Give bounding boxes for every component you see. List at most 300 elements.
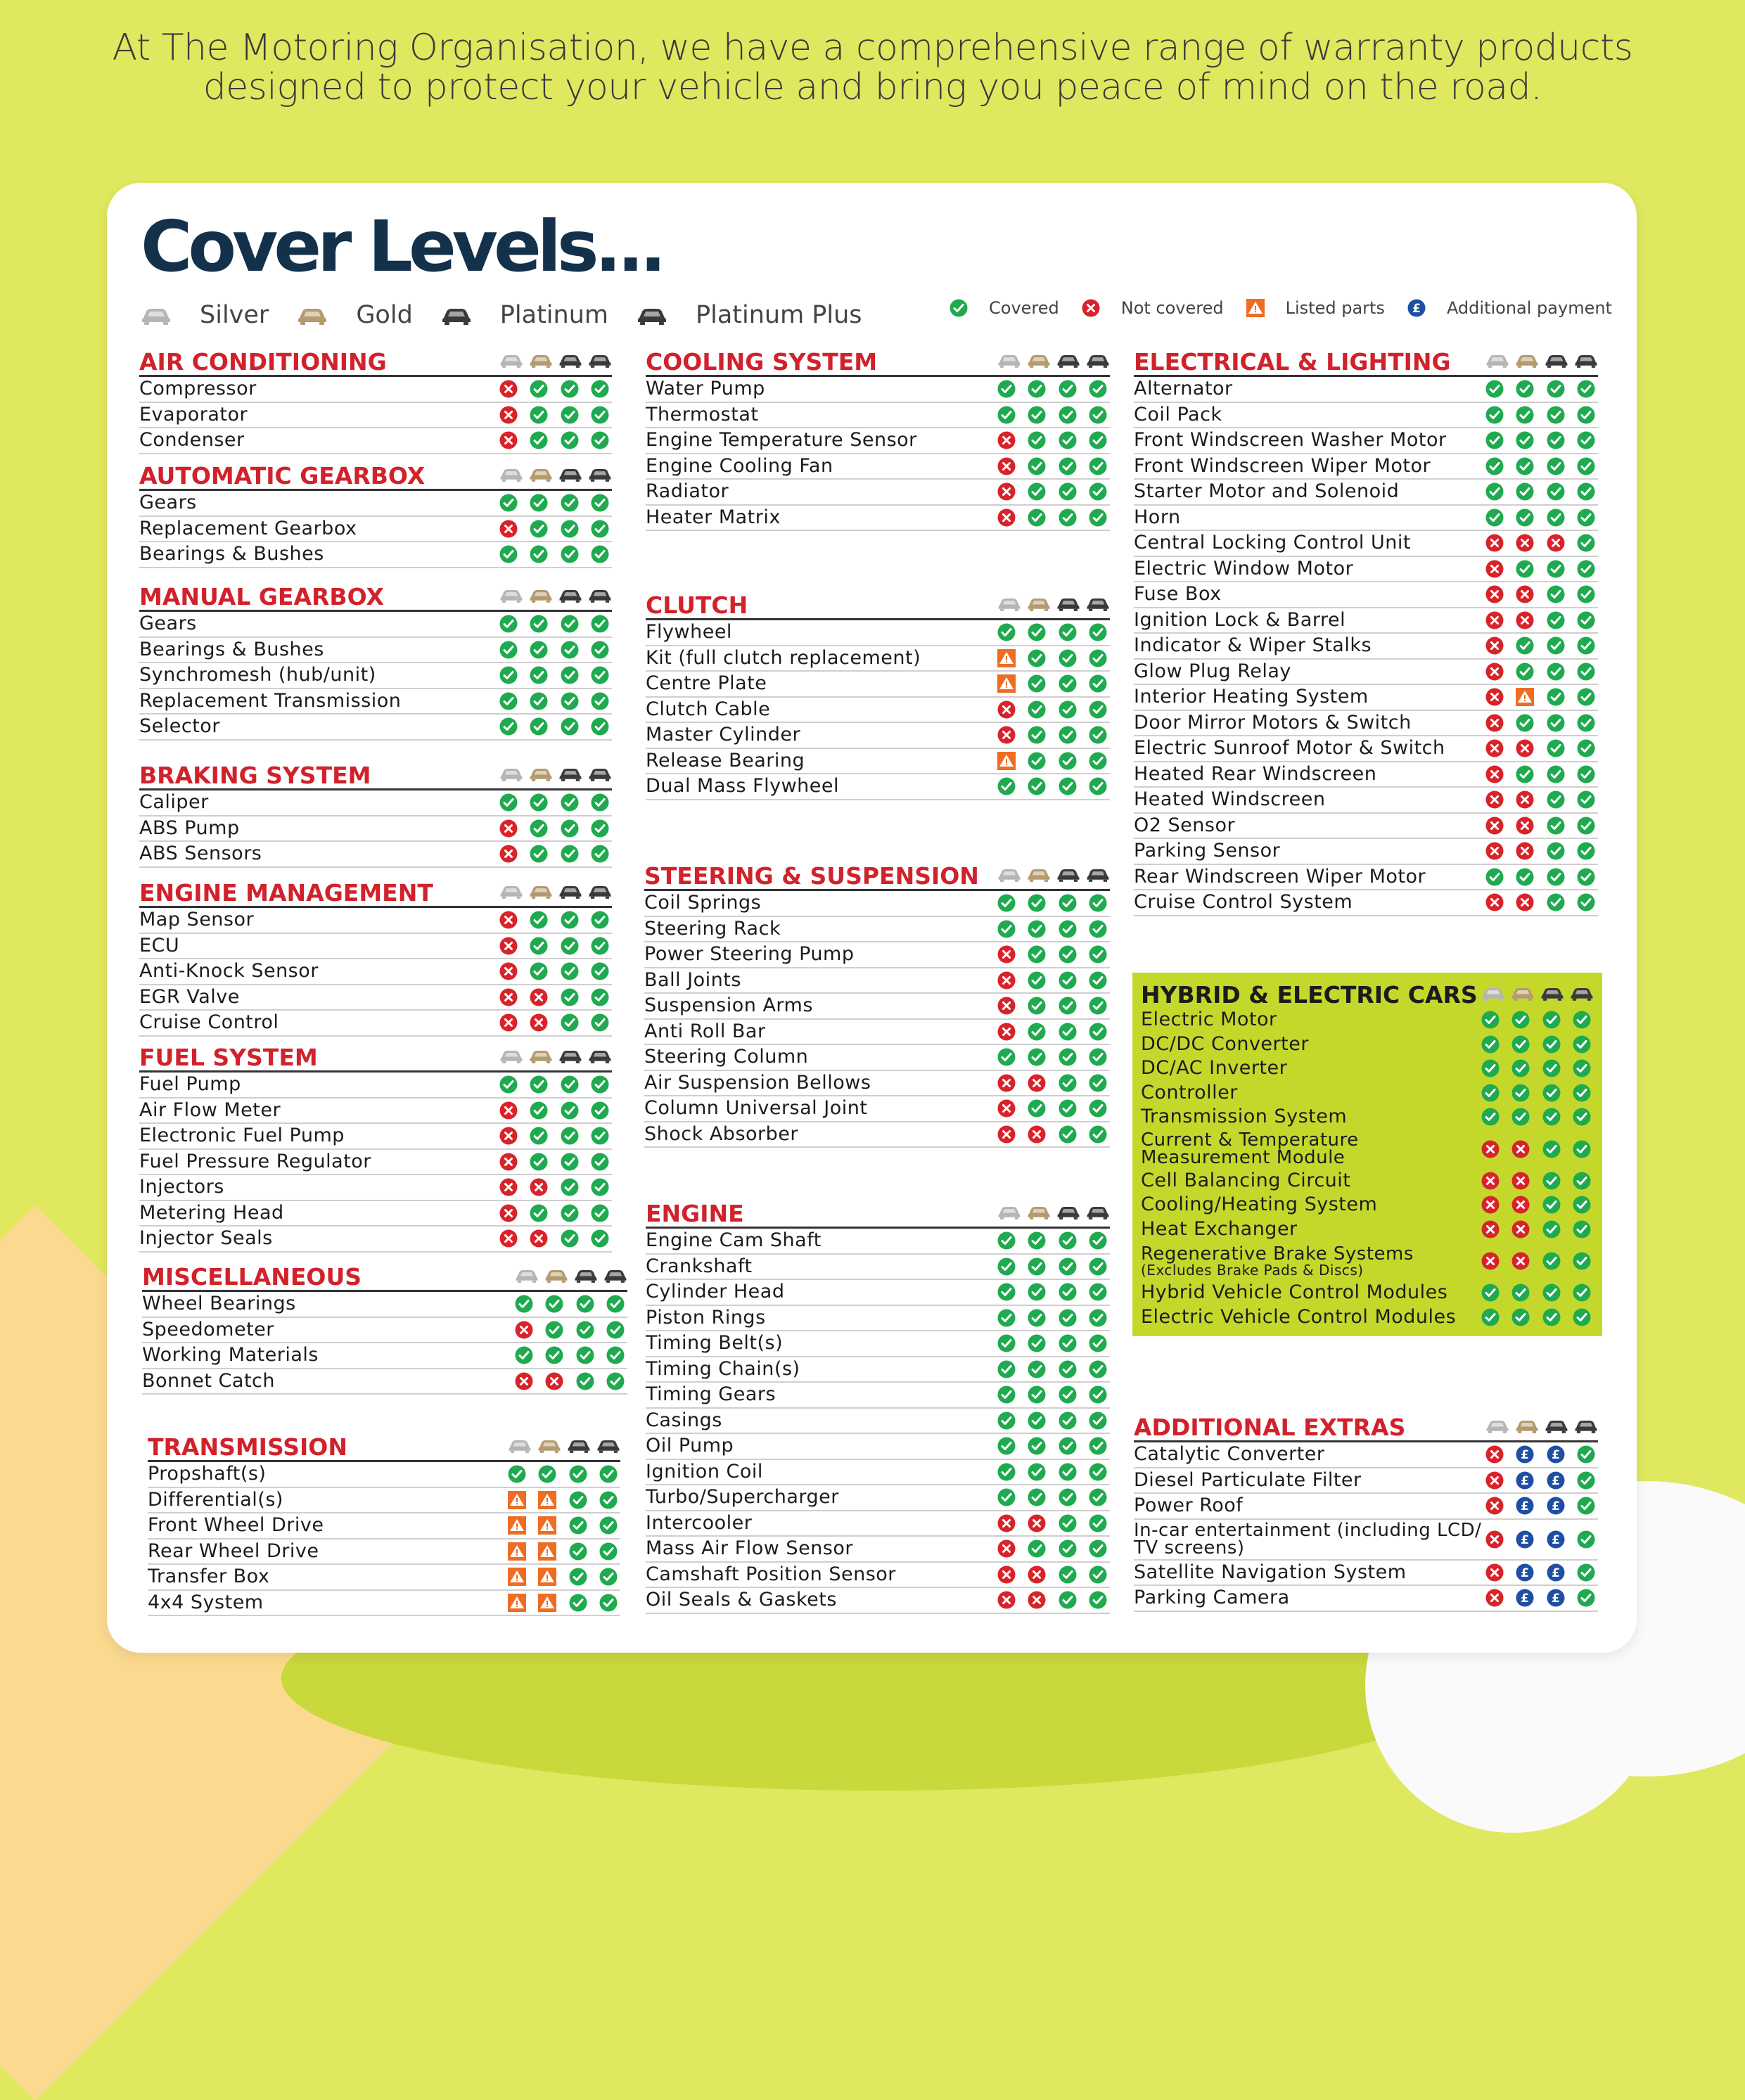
part-label (139, 1074, 499, 1095)
part-label (1134, 815, 1485, 836)
covered-icon (1547, 893, 1565, 911)
covered-icon (1547, 662, 1565, 681)
car-icon (1086, 596, 1110, 614)
part-name: EGR Valve (139, 985, 240, 1008)
coverage-icons (1485, 817, 1598, 835)
part-label (1141, 1194, 1481, 1215)
part-label (142, 1319, 515, 1340)
not-covered-icon (1485, 842, 1504, 860)
not-covered-icon (1485, 714, 1504, 732)
covered-icon (1089, 920, 1107, 938)
listed-parts-icon (997, 649, 1016, 667)
tier-car-icons (997, 866, 1110, 885)
covered-icon (997, 1488, 1016, 1506)
not-covered-icon (499, 406, 518, 424)
coverage-row (139, 715, 612, 741)
covered-icon (1089, 1048, 1107, 1066)
section-engine (646, 1200, 1110, 1614)
part-name: Intercooler (646, 1511, 753, 1534)
part-name: Heater Matrix (646, 506, 781, 528)
covered-icon (591, 717, 609, 736)
coverage-row (646, 1255, 1110, 1281)
coverage-icons (1485, 534, 1598, 552)
not-covered-icon (530, 1229, 548, 1248)
part-name: Fuse Box (1134, 583, 1222, 606)
coverage-icons (499, 717, 612, 736)
coverage-icons (515, 1295, 627, 1313)
part-label (646, 776, 997, 797)
car-icon (1027, 352, 1051, 371)
covered-icon (1577, 842, 1595, 860)
covered-icon (1516, 406, 1534, 424)
covered-icon (1577, 482, 1595, 501)
covered-icon (561, 1075, 579, 1094)
covered-icon (530, 494, 548, 512)
not-covered-icon (1485, 662, 1504, 681)
coverage-row (644, 1122, 1110, 1148)
part-label (646, 1513, 997, 1534)
svg-text:£: £ (1551, 1592, 1560, 1606)
part-label (1134, 1562, 1485, 1583)
coverage-row (646, 1409, 1110, 1435)
covered-icon (1028, 777, 1046, 795)
covered-icon (1481, 1283, 1500, 1302)
covered-icon (538, 1465, 556, 1483)
listed-parts-icon (538, 1568, 556, 1586)
part-label (139, 1151, 499, 1172)
not-covered-icon (1516, 790, 1534, 809)
part-name: Air Suspension Bellows (644, 1071, 871, 1094)
coverage-icons (1485, 457, 1598, 475)
section-braking-system (139, 762, 612, 868)
part-name: Mass Air Flow Sensor (646, 1537, 853, 1560)
section-manual-gearbox (139, 583, 612, 741)
coverage-icons (997, 1514, 1110, 1532)
covered-icon (1028, 508, 1046, 527)
coverage-icons (1485, 636, 1598, 655)
part-label (139, 909, 499, 930)
covered-icon (1028, 1023, 1046, 1041)
part-name: Piston Rings (646, 1306, 766, 1328)
coverage-icons (515, 1321, 627, 1339)
covered-icon (1059, 1283, 1077, 1301)
covered-icon (997, 1437, 1016, 1455)
part-label (142, 1371, 515, 1392)
part-name: Caliper (139, 791, 209, 814)
coverage-icons (499, 845, 612, 863)
part-name: In-car entertainment (including LCD/ TV screens) (1134, 1519, 1482, 1558)
not-covered-icon (499, 911, 518, 929)
coverage-row (1134, 582, 1598, 608)
covered-icon (499, 692, 518, 710)
coverage-row (646, 1357, 1110, 1383)
part-label (644, 1073, 997, 1094)
tier-car-icons (997, 352, 1110, 371)
coverage-row (1134, 1586, 1598, 1612)
part-name: Heated Windscreen (1134, 788, 1326, 811)
covered-icon (515, 1295, 533, 1313)
part-name: Diesel Particulate Filter (1134, 1468, 1362, 1491)
covered-icon (1059, 1125, 1077, 1144)
coverage-icons (1485, 482, 1598, 501)
tier-silver (141, 301, 269, 329)
car-icon (1511, 985, 1535, 1004)
coverage-row (139, 1175, 612, 1201)
coverage-icons (1485, 431, 1598, 449)
covered-icon (1577, 585, 1595, 603)
coverage-icons (997, 1411, 1110, 1430)
covered-icon (599, 1491, 618, 1509)
covered-icon (591, 692, 609, 710)
covered-icon (997, 1283, 1016, 1301)
part-name: Front Windscreen Wiper Motor (1134, 454, 1431, 477)
part-name: Cruise Control (139, 1011, 279, 1034)
coverage-row (646, 1434, 1110, 1460)
coverage-icons (499, 793, 612, 812)
part-name: Flywheel (646, 621, 732, 644)
car-icon (596, 1438, 620, 1456)
coverage-row (646, 1229, 1110, 1255)
covered-icon (1059, 726, 1077, 744)
coverage-row (646, 749, 1110, 775)
part-label (1141, 1307, 1481, 1328)
not-covered-icon (1028, 1566, 1046, 1584)
coverage-icons (997, 649, 1110, 667)
part-label (1134, 738, 1485, 759)
section-hybrid-electric (1132, 973, 1602, 1336)
car-icon (997, 596, 1021, 614)
coverage-row (1134, 531, 1598, 557)
not-covered-icon (997, 726, 1016, 744)
part-name: Catalytic Converter (1134, 1443, 1325, 1466)
covered-icon (530, 406, 548, 424)
not-covered-icon (997, 700, 1016, 719)
coverage-row (139, 1201, 612, 1227)
car-icon (1086, 1204, 1110, 1222)
coverage-row (644, 1045, 1110, 1071)
covered-icon (1059, 1334, 1077, 1352)
coverage-icons (997, 1125, 1110, 1144)
coverage-icons (499, 937, 612, 955)
coverage-icons (499, 962, 612, 980)
covered-icon (591, 1204, 609, 1222)
part-label (646, 1410, 997, 1431)
covered-icon (1511, 1084, 1530, 1102)
part-label (646, 622, 997, 643)
covered-icon (561, 494, 579, 512)
coverage-icons (997, 1437, 1110, 1455)
section-title: ADDITIONAL EXTRAS (1134, 1413, 1406, 1441)
coverage-row (139, 612, 612, 638)
not-covered-icon (1485, 1563, 1504, 1582)
car-icon (1545, 1418, 1568, 1436)
coverage-row (142, 1292, 627, 1318)
not-covered-icon (1516, 611, 1534, 629)
covered-icon (530, 937, 548, 955)
covered-icon (1577, 457, 1595, 475)
tier-label: Platinum (499, 301, 608, 329)
additional-payment-icon (1547, 1589, 1565, 1607)
covered-icon (1577, 662, 1595, 681)
legend (950, 294, 1635, 322)
coverage-icons (997, 380, 1110, 398)
covered-icon (1511, 1011, 1530, 1029)
covered-icon (1059, 1231, 1077, 1250)
not-covered-icon (1485, 817, 1504, 835)
coverage-icons (499, 1204, 612, 1222)
coverage-icons (997, 1591, 1110, 1609)
coverage-icons (1481, 1011, 1594, 1029)
not-covered-icon (1485, 739, 1504, 757)
covered-icon (599, 1568, 618, 1586)
part-name: Hybrid Vehicle Control Modules (1141, 1281, 1448, 1304)
covered-icon (1059, 1437, 1077, 1455)
part-label (139, 492, 499, 513)
part-name: Compressor (139, 378, 257, 400)
not-covered-icon (499, 1013, 518, 1032)
legend-item (1407, 298, 1612, 318)
covered-icon (1573, 1252, 1591, 1270)
covered-icon (1516, 431, 1534, 449)
part-label (644, 1046, 997, 1068)
covered-icon (1547, 842, 1565, 860)
section-air-conditioning (139, 348, 612, 454)
covered-icon (1059, 1099, 1077, 1118)
not-covered-icon (499, 962, 518, 980)
coverage-icons (1481, 1196, 1594, 1214)
coverage-icons (997, 1283, 1110, 1301)
not-covered-icon (499, 431, 518, 449)
car-icon (529, 1048, 553, 1066)
not-covered-icon (997, 945, 1016, 963)
car-icon (997, 352, 1021, 371)
coverage-icons (1485, 585, 1598, 603)
svg-text:£: £ (1521, 1566, 1530, 1580)
part-label (139, 639, 499, 660)
car-icon (574, 1267, 598, 1286)
covered-icon (1028, 431, 1046, 449)
legend-item (1246, 298, 1385, 318)
covered-icon (1028, 945, 1046, 963)
car-icon (544, 1267, 568, 1286)
covered-icon (1481, 1059, 1500, 1077)
part-label (644, 1021, 997, 1042)
covered-icon (1577, 1497, 1595, 1515)
coverage-row (646, 1383, 1110, 1409)
coverage-icons (997, 623, 1110, 641)
car-icon (1027, 1204, 1051, 1222)
covered-icon (530, 845, 548, 863)
coverage-row (1134, 428, 1598, 454)
part-name: Regenerative Brake Systems (1141, 1243, 1414, 1265)
coverage-icons (997, 1231, 1110, 1250)
covered-icon (1028, 482, 1046, 501)
part-name: Map Sensor (139, 909, 255, 931)
car-icon (529, 883, 553, 902)
covered-icon (591, 615, 609, 633)
part-label (1134, 430, 1485, 451)
part-name: 4x4 System (148, 1591, 264, 1613)
coverage-row (1141, 1281, 1594, 1305)
part-name: Propshaft(s) (148, 1463, 267, 1485)
not-covered-icon (997, 1074, 1016, 1092)
covered-icon (1577, 765, 1595, 783)
covered-icon (1028, 1488, 1046, 1506)
covered-icon (561, 819, 579, 838)
covered-icon (1089, 482, 1107, 501)
covered-icon (569, 1594, 587, 1612)
section-header (644, 862, 1110, 891)
covered-icon (1059, 623, 1077, 641)
covered-icon (576, 1372, 594, 1390)
covered-icon (1059, 1411, 1077, 1430)
covered-icon (1542, 1059, 1561, 1077)
section-title: MANUAL GEARBOX (139, 582, 384, 610)
covered-icon (1089, 508, 1107, 527)
not-covered-icon (997, 1539, 1016, 1558)
car-icon (558, 466, 582, 485)
not-covered-icon (1028, 1074, 1046, 1092)
car-icon (1515, 352, 1539, 371)
svg-text:£: £ (1521, 1448, 1530, 1463)
covered-icon (1028, 649, 1046, 667)
part-label (142, 1345, 515, 1366)
part-label (644, 918, 997, 940)
tier-label: Silver (200, 301, 269, 329)
covered-icon (1547, 688, 1565, 706)
covered-icon (1573, 1108, 1591, 1126)
coverage-icons (997, 1309, 1110, 1327)
covered-icon (591, 1178, 609, 1196)
coverage-icons (1485, 893, 1598, 911)
covered-icon (1516, 482, 1534, 501)
covered-icon (1547, 585, 1565, 603)
additional-payment-icon (1547, 1563, 1565, 1582)
coverage-row (644, 1020, 1110, 1046)
not-covered-icon (997, 997, 1016, 1015)
covered-icon (591, 911, 609, 929)
covered-icon (591, 937, 609, 955)
intro-text (0, 28, 1745, 107)
part-name: Electric Motor (1141, 1009, 1277, 1031)
covered-icon (1059, 457, 1077, 475)
covered-icon (1089, 674, 1107, 693)
not-covered-icon (499, 988, 518, 1006)
part-label (1134, 661, 1485, 682)
section-title: STEERING & SUSPENSION (644, 862, 979, 890)
covered-icon (1542, 1283, 1561, 1302)
covered-icon (1573, 1059, 1591, 1077)
car-icon (499, 352, 523, 371)
coverage-row (646, 723, 1110, 749)
car-icon (558, 1048, 582, 1066)
car-icon (1574, 352, 1598, 371)
coverage-row (644, 1096, 1110, 1122)
svg-text:£: £ (1551, 1448, 1560, 1463)
part-name: Centre Plate (646, 672, 767, 695)
covered-icon (561, 545, 579, 563)
covered-icon (1028, 1257, 1046, 1276)
covered-icon (1028, 674, 1046, 693)
part-label (139, 378, 499, 399)
section-title: BRAKING SYSTEM (139, 761, 371, 789)
not-covered-icon (1485, 585, 1504, 603)
covered-icon (1089, 457, 1107, 475)
part-name: Water Pump (646, 378, 765, 400)
covered-icon (1485, 406, 1504, 424)
part-name: Fuel Pressure Regulator (139, 1150, 371, 1172)
part-label (139, 1203, 499, 1224)
not-covered-icon (1511, 1252, 1530, 1270)
part-label (139, 935, 499, 956)
coverage-row (1141, 1217, 1594, 1242)
covered-icon (508, 1465, 526, 1483)
car-icon (588, 352, 612, 371)
section-title: TRANSMISSION (148, 1433, 347, 1461)
covered-icon (530, 520, 548, 538)
part-name: Current & Temperature Measurement Module (1141, 1129, 1359, 1168)
covered-icon (606, 1372, 625, 1390)
part-label (1134, 456, 1485, 477)
section-cooling-system (646, 348, 1110, 531)
coverage-row (139, 1124, 612, 1150)
coverage-row (139, 985, 612, 1011)
covered-icon (997, 623, 1016, 641)
car-icon (588, 587, 612, 606)
covered-icon (591, 494, 609, 512)
coverage-row (139, 403, 612, 429)
car-icon (1027, 596, 1051, 614)
coverage-icons (997, 945, 1110, 963)
coverage-icons (1485, 1530, 1598, 1549)
part-label (1141, 1082, 1481, 1103)
part-label (148, 1515, 508, 1536)
legend-label: Covered (989, 298, 1059, 318)
part-label (646, 1333, 997, 1354)
covered-icon (499, 666, 518, 684)
part-name: Injectors (139, 1176, 224, 1198)
covered-icon (1028, 1539, 1046, 1558)
car-icon (1485, 1418, 1509, 1436)
coverage-icons (508, 1491, 620, 1509)
part-name: Steering Rack (644, 917, 781, 940)
part-name: Parking Camera (1134, 1587, 1290, 1609)
covered-icon (561, 962, 579, 980)
coverage-icons (1485, 406, 1598, 424)
car-icon (499, 1048, 523, 1066)
coverage-row (1134, 1494, 1598, 1520)
coverage-row (646, 1460, 1110, 1486)
covered-icon (1059, 1591, 1077, 1609)
covered-icon (530, 1075, 548, 1094)
svg-text:£: £ (1551, 1532, 1560, 1547)
part-label (646, 724, 997, 745)
coverage-row (139, 491, 612, 517)
part-name: Engine Cam Shaft (646, 1229, 822, 1252)
covered-icon (1089, 380, 1107, 398)
coverage-icons (499, 1075, 612, 1094)
tier-car-icons (499, 883, 612, 902)
section-automatic-gearbox (139, 462, 612, 568)
covered-icon (1059, 1385, 1077, 1404)
covered-icon (1547, 817, 1565, 835)
coverage-row (646, 480, 1110, 506)
covered-icon (545, 1295, 563, 1313)
part-label (1141, 1106, 1481, 1127)
part-label (646, 481, 997, 502)
covered-icon (1028, 1360, 1046, 1378)
coverage-row (1134, 634, 1598, 660)
